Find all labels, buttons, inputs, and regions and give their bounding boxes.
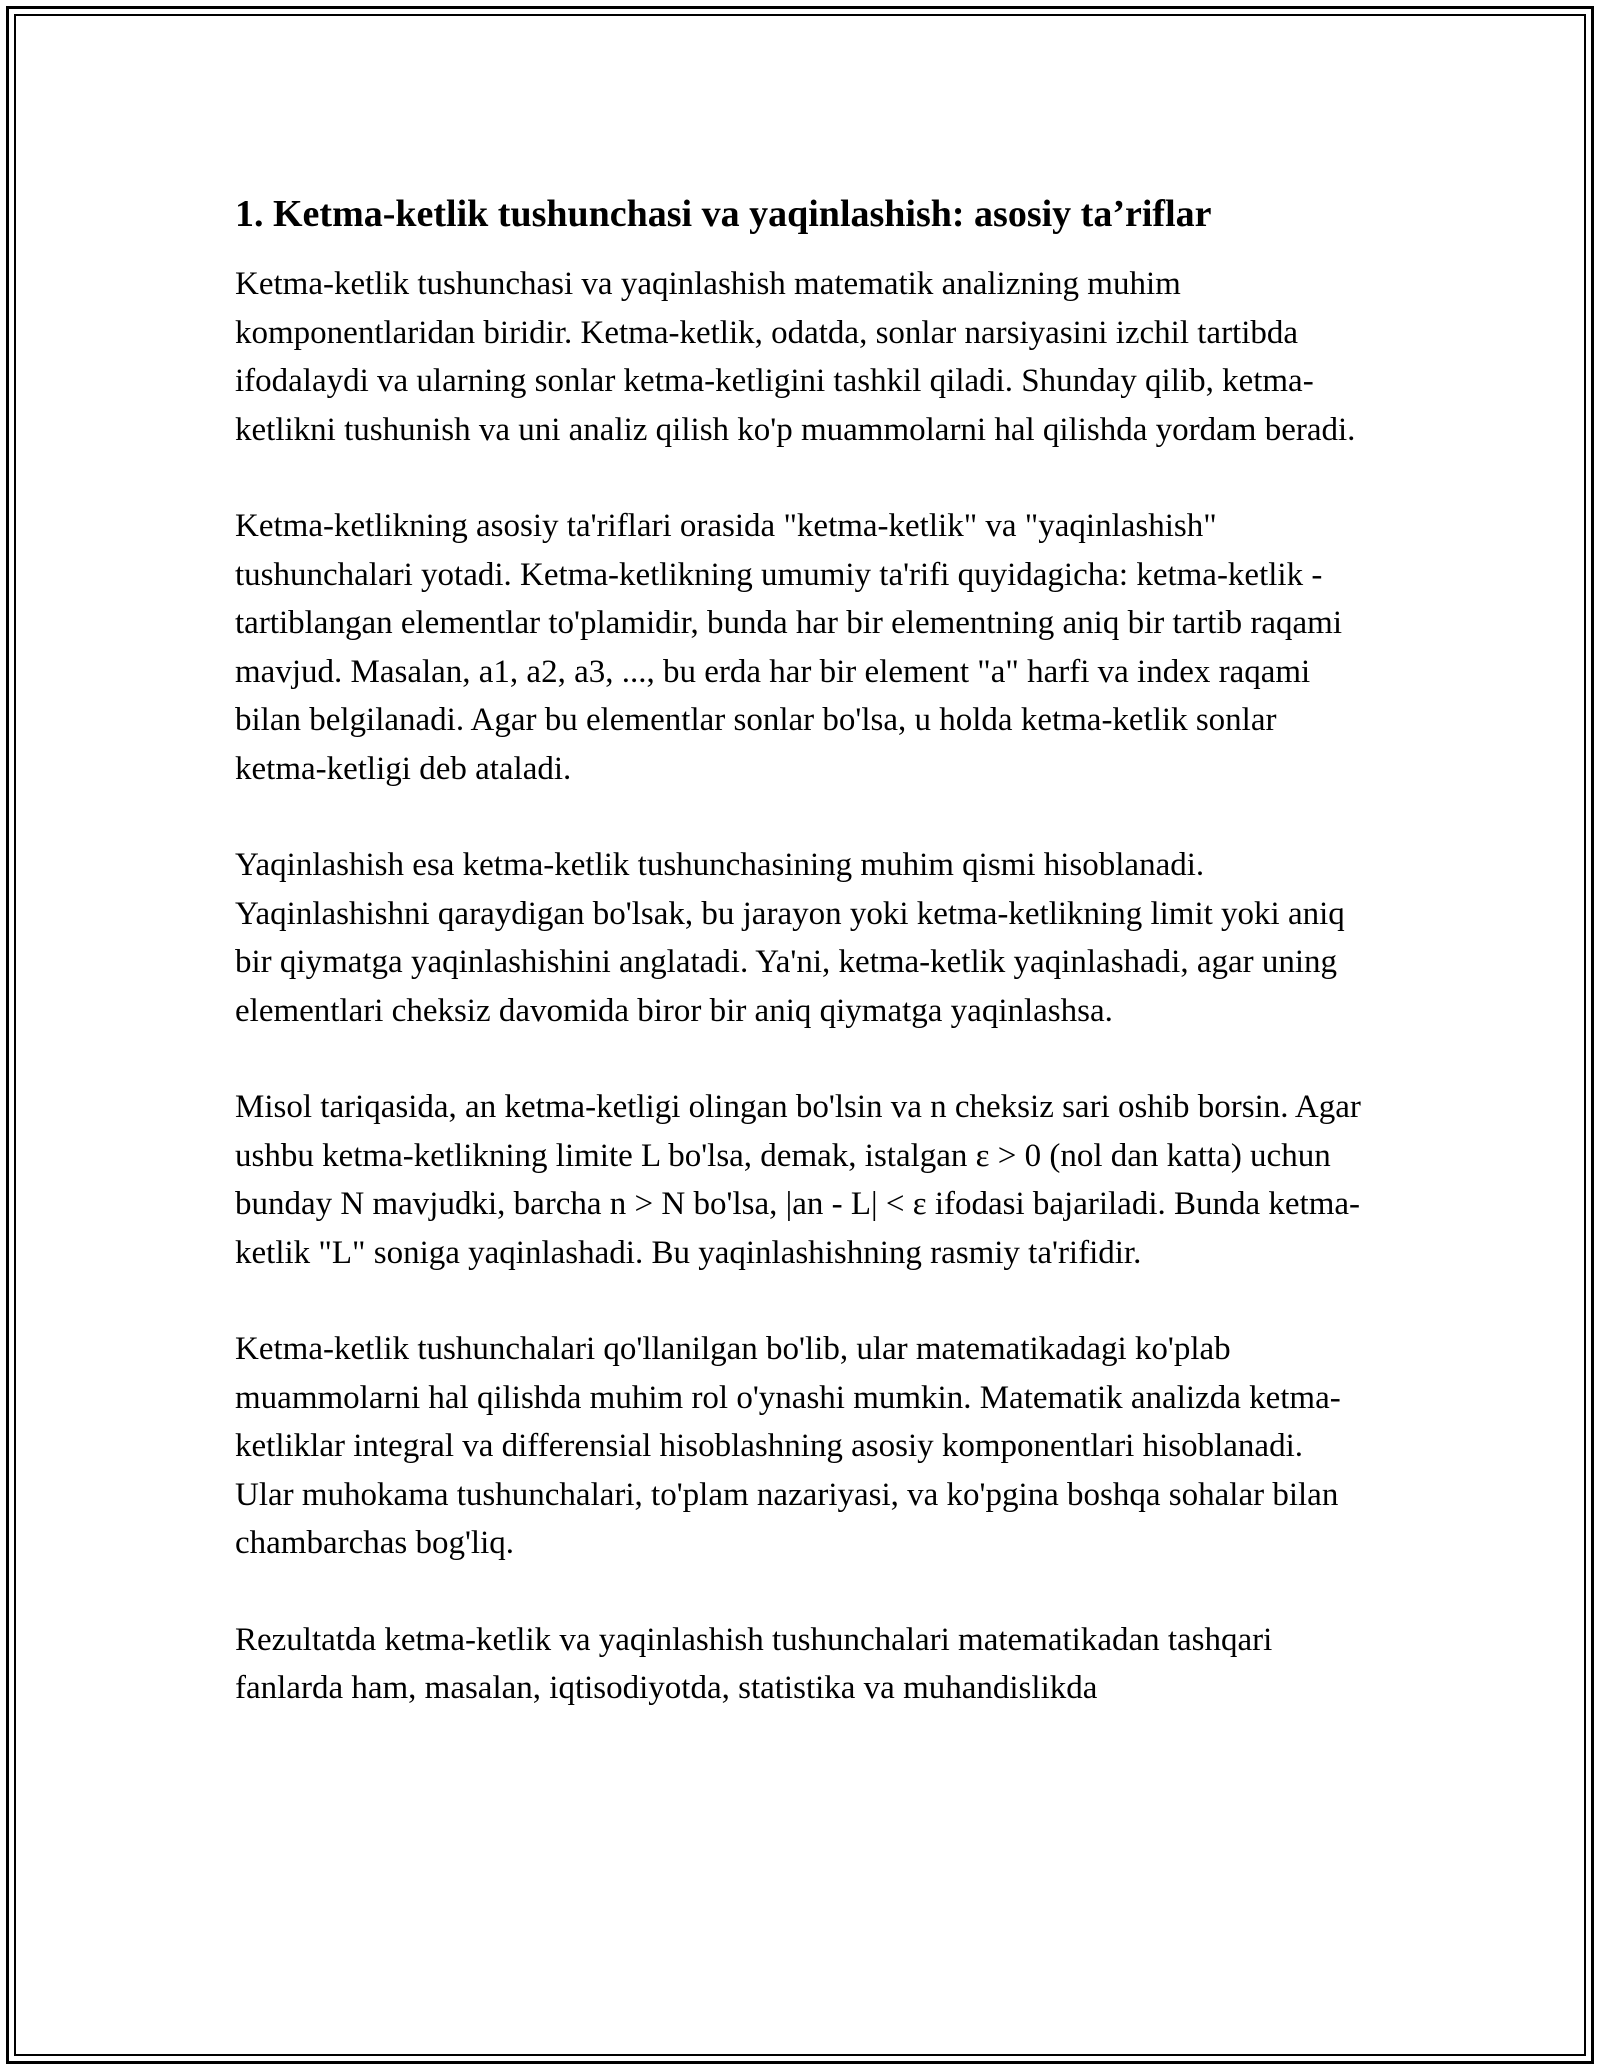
paragraph-3: Yaqinlashish esa ketma-ketlik tushunchasining muhim qismi hisoblanadi. Yaqinlashishni qaraydigan bo'lsak, bu jarayon yoki ketma-ketlikning limit yoki aniq bir qiymatga yaqinlashishini anglatadi. Ya'ni, ketma-ketlik yaqinlashadi, agar uning elementlari cheksiz davomida biror bir aniq qiymatga yaqinlashsa.: [235, 847, 1345, 1029]
section-heading: 1. Ketma-ketlik tushunchasi va yaqinlashish: asosiy ta’riflar: [235, 193, 1212, 235]
paragraph-5: Ketma-ketlik tushunchalari qo'llanilgan bo'lib, ular matematikadagi ko'plab muammolarni hal qilishda muhim rol o'ynashi mumkin. Matematik analizda ketma-ketliklar integral va differensial hisoblashning asosiy komponentlari hisoblanadi. Ular muhokama tushunchalari, to'plam nazariyasi, va ko'pgina boshqa sohalar bilan chambarchas bog'liq.: [235, 1331, 1341, 1561]
document-body: [235, 188, 1365, 1761]
paragraph-2: Ketma-ketlikning asosiy ta'riflari orasida "ketma-ketlik" va "yaqinlashish" tushunchalari yotadi. Ketma-ketlikning umumiy ta'rifi quyidagicha: ketma-ketlik - tartiblangan elementlar to'plamidir, bunda har bir elementning aniq bir tartib raqami mavjud. Masalan, a1, a2, a3, ..., bu erda har bir element "a" harfi va index raqami bilan belgilanadi. Agar bu elementlar sonlar bo'lsa, u holda ketma-ketlik sonlar ketma-ketligi deb ataladi.: [235, 508, 1342, 787]
paragraph-6: Rezultatda ketma-ketlik va yaqinlashish tushunchalari matematikadan tashqari fanlarda ham, masalan, iqtisodiyotda, statistika va muhandislikda: [235, 1621, 1273, 1706]
paragraph-4: Misol tariqasida, an ketma-ketligi olingan bo'lsin va n cheksiz sari oshib borsin. Agar ushbu ketma-ketlikning limite L bo'lsa, demak, istalgan ε > 0 (nol dan katta) uchun bunday N mavjudki, barcha n > N bo'lsa, |an - L| < ε ifodasi bajariladi. Bunda ketma-ketlik "L" soniga yaqinlashadi. Bu yaqinlashishning rasmiy ta'rifidir.: [235, 1089, 1361, 1271]
paragraph-1: Ketma-ketlik tushunchasi va yaqinlashish matematik analizning muhim komponentlaridan biridir. Ketma-ketlik, odatda, sonlar narsiyasini izchil tartibda ifodalaydi va ularning sonlar ketma-ketligini tashkil qiladi. Shunday qilib, ketma-ketlikni tushunish va uni analiz qilish ko'p muammolarni hal qilishda yordam beradi.: [235, 266, 1356, 448]
